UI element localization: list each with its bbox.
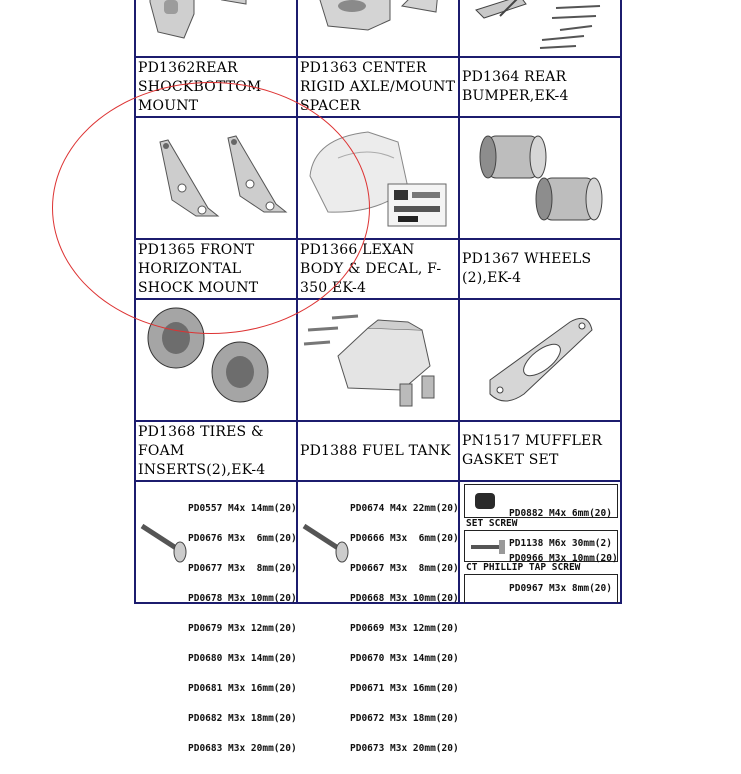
fuel-tank-image-cell (297, 299, 459, 421)
image-row-2 (135, 117, 621, 239)
screw-entry: PD0676 M3x 6mm(20) (188, 533, 297, 544)
fuel-tank-image (298, 300, 458, 420)
muffler-gasket-image (460, 300, 620, 420)
screw-sheet-left-cell (135, 481, 297, 754)
screw-entry: PD0673 M3x 20mm(20) (350, 743, 459, 754)
screw-entry: PD0666 M3x 6mm(20) (350, 533, 459, 544)
screw-entry: PD0672 M3x 18mm(20) (350, 713, 459, 724)
screw-icon (136, 512, 196, 572)
part-label-pd1363: PD1363 CENTER RIGID AXLE/MOUNT SPACER (300, 59, 456, 114)
tap-screw-entry: PD0967 M3x 8mm(20) (509, 583, 612, 594)
tap-screw-icon (469, 535, 509, 559)
rear-bumper-image (460, 0, 620, 56)
image-row-3 (135, 299, 621, 421)
part-label-pd1367: PD1367 WHEELS (2),EK-4 (462, 251, 592, 286)
front-mount-image-cell (135, 117, 297, 239)
rear-shock-mount-image (136, 0, 296, 56)
label-row-1 (135, 57, 621, 117)
set-screw-entry: PD1138 M6x 30mm(2) (509, 538, 612, 549)
screw-entry: PD0678 M3x 10mm(20) (188, 593, 297, 604)
tires-image-cell (135, 299, 297, 421)
set-screw-heading: SET SCREW (466, 518, 518, 529)
tap-screw-heading: CT PHILLIP TAP SCREW (466, 562, 581, 573)
wheels-image-cell (459, 117, 621, 239)
wheels-image (460, 118, 620, 238)
body-image-cell (297, 117, 459, 239)
part-label-pn1517: PN1517 MUFFLER GASKET SET (462, 433, 603, 468)
spacer-image-cell (297, 0, 459, 57)
front-shock-mount-image (136, 118, 296, 238)
lexan-body-image (298, 118, 458, 238)
next-screw-box (464, 574, 618, 603)
axle-spacer-image (298, 0, 458, 56)
part-label-pd1388: PD1388 FUEL TANK (300, 442, 451, 459)
screw-entry: PD0671 M3x 16mm(20) (350, 683, 459, 694)
image-row-4 (135, 481, 621, 603)
label-row-2 (135, 239, 621, 299)
part-label-pd1362: PD1362REAR SHOCKBOTTOM MOUNT (138, 59, 262, 114)
part-label-pd1365: PD1365 FRONT HORIZONTAL SHOCK MOUNT (138, 241, 259, 296)
screw-icon (298, 512, 358, 572)
set-screw-entry: PD0882 M4x 6mm(20) (509, 508, 612, 519)
screw-entry: PD0669 M3x 12mm(20) (350, 623, 459, 634)
parts-table (134, 0, 622, 754)
label-row-3 (135, 421, 621, 481)
screw-entry: PD0681 M3x 16mm(20) (188, 683, 297, 694)
screw-entry: PD0679 M3x 12mm(20) (188, 623, 297, 634)
screw-list-middle (350, 484, 459, 774)
screw-entry: PD0683 M3x 20mm(20) (188, 743, 297, 754)
screw-entry: PD0670 M3x 14mm(20) (350, 653, 459, 664)
tap-screw-entry: PD0966 M3x 10mm(20) (509, 553, 618, 564)
screw-entry: PD0668 M3x 10mm(20) (350, 593, 459, 604)
part-label-pd1368: PD1368 TIRES & FOAM INSERTS(2),EK-4 (138, 423, 266, 478)
gasket-image-cell (459, 299, 621, 421)
set-screw-icon (471, 489, 501, 513)
image-row-top (135, 0, 621, 57)
screw-entry: PD0680 M3x 14mm(20) (188, 653, 297, 664)
shock-mount-image-cell (135, 0, 297, 57)
screw-entry: PD0682 M3x 18mm(20) (188, 713, 297, 724)
screw-entry: PD0557 M4x 14mm(20) (188, 503, 297, 514)
tires-image (136, 300, 296, 420)
screw-sheet-middle-cell (297, 481, 459, 754)
screw-entry: PD0677 M3x 8mm(20) (188, 563, 297, 574)
screw-sheet-right-cell (459, 481, 621, 603)
bumper-image-cell (459, 0, 621, 57)
screw-entry: PD0667 M3x 8mm(20) (350, 563, 459, 574)
part-label-pd1364: PD1364 REAR BUMPER,EK-4 (462, 69, 569, 104)
part-label-pd1366: PD1366 LEXAN BODY & DECAL, F-350 EK-4 (300, 241, 442, 296)
screw-entry: PD0674 M4x 22mm(20) (350, 503, 459, 514)
screw-list-left (188, 484, 297, 774)
